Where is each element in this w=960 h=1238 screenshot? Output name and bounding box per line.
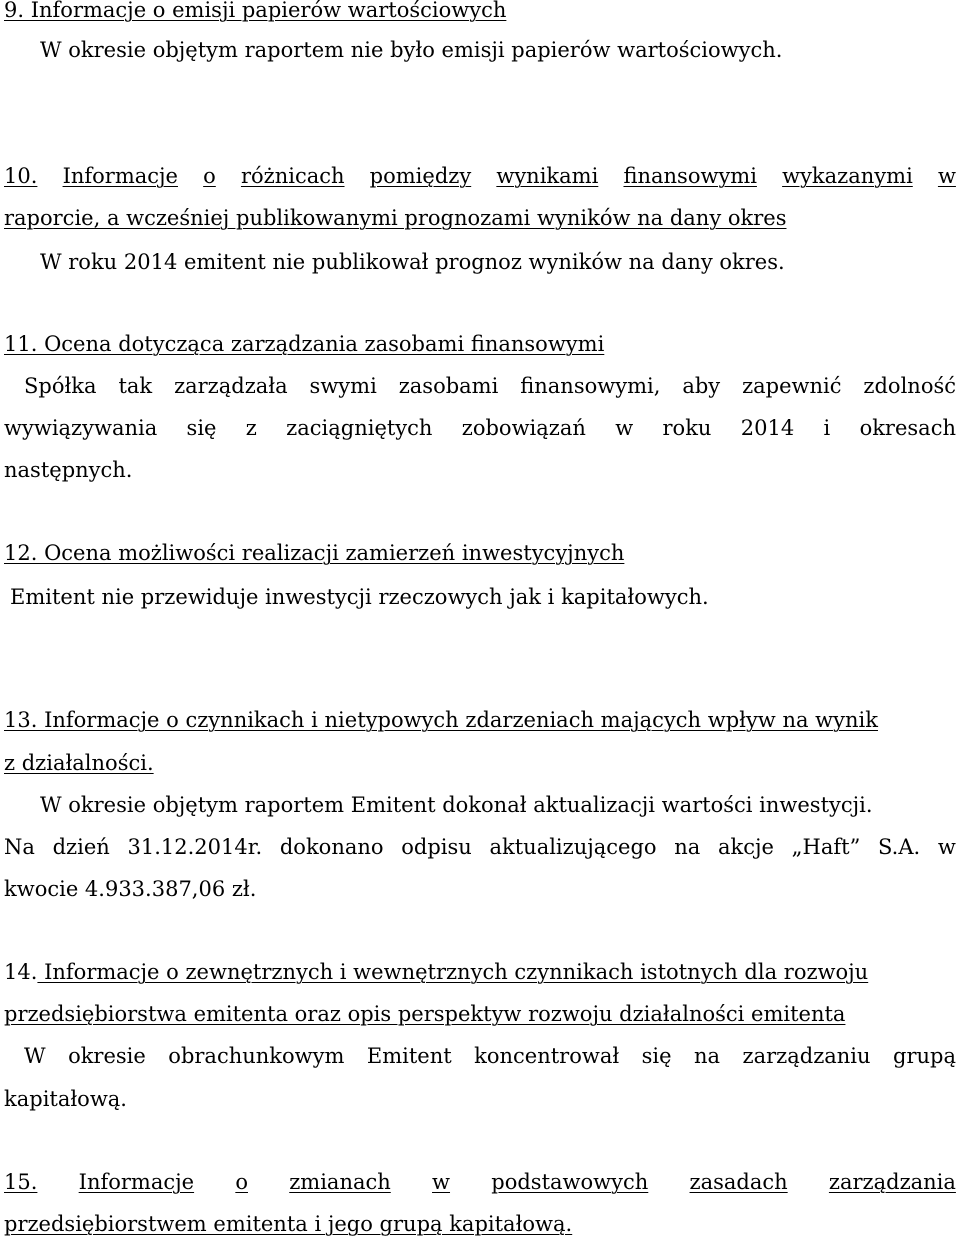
section-11-body-word: aby [682, 374, 721, 398]
section-11-body-word: zdolność [863, 374, 956, 398]
section-11-body-line3: następnych. [4, 458, 133, 482]
section-11-body-word: zasobami [398, 374, 499, 398]
section-13-body-word: dokonano [279, 835, 384, 859]
section-11-body-word: w [615, 416, 634, 440]
section-11-body-word: roku [662, 416, 712, 440]
section-15-heading-word: zasadach [689, 1170, 788, 1194]
section-15-heading-word: 15. [4, 1170, 38, 1194]
section-13-heading-line2: z działalności. [4, 751, 154, 775]
section-14-body-word: grupą [893, 1044, 956, 1068]
section-11-body-word: i [823, 416, 831, 440]
section-14-body-word: się [641, 1044, 672, 1068]
section-13-body-word: w [937, 835, 956, 859]
section-10-heading-word: finansowymi [623, 164, 757, 188]
section-12-heading: 12. Ocena możliwości realizacji zamierzeń inwestycyjnych [4, 541, 625, 565]
section-13-body-word: dzień [52, 835, 110, 859]
section-13-body-word: S.A. [878, 835, 921, 859]
section-14-body-line1 [24, 1042, 956, 1070]
section-10-heading-word: wynikami [496, 164, 599, 188]
section-15-heading-word: o [235, 1170, 248, 1194]
section-11-body-word: finansowymi, [520, 374, 661, 398]
section-10-heading-word: wykazanymi [782, 164, 913, 188]
section-13-body-line1: W okresie objętym raportem Emitent dokonał aktualizacji wartości inwestycji. [40, 793, 873, 817]
section-15-heading-word: podstawowych [491, 1170, 649, 1194]
section-14-body-word: W [24, 1044, 46, 1068]
section-14-heading-line2: przedsiębiorstwa emitenta oraz opis perspektyw rozwoju działalności emitenta [4, 1002, 846, 1026]
section-13-body-word: Na [4, 835, 35, 859]
section-9-heading: 9. Informacje o emisji papierów wartościowych [4, 0, 507, 22]
section-11-body-word: zaciągniętych [286, 416, 433, 440]
section-11-heading: 11. Ocena dotycząca zarządzania zasobami finansowymi [4, 332, 605, 356]
section-14-body-word: Emitent [366, 1044, 452, 1068]
section-14-body-word: na [694, 1044, 721, 1068]
section-10-heading-line2: raporcie, a wcześniej publikowanymi prognozami wyników na dany okres [4, 206, 787, 230]
section-13-heading-line1: 13. Informacje o czynnikach i nietypowych zdarzeniach mających wpływ na wynik [4, 708, 878, 732]
section-15-heading-word: zmianach [289, 1170, 391, 1194]
section-11-body-line2 [4, 414, 956, 442]
section-15-heading-word: Informacje [78, 1170, 195, 1194]
section-12-body: Emitent nie przewiduje inwestycji rzeczowych jak i kapitałowych. [10, 585, 709, 609]
section-13-body-word: aktualizującego [489, 835, 657, 859]
section-13-body-word: akcje [718, 835, 774, 859]
section-13-body-word: „Haft” [791, 835, 861, 859]
section-10-heading-word: różnicach [240, 164, 345, 188]
section-13-body-line2 [4, 833, 956, 861]
section-11-body-word: zapewnić [742, 374, 842, 398]
section-15-heading-line2: przedsiębiorstwem emitenta i jego grupą kapitałową. [4, 1212, 573, 1236]
section-11-body-word: tak [118, 374, 153, 398]
section-14-heading-text: Informacje o zewnętrznych i wewnętrznych czynnikach istotnych dla rozwoju [37, 960, 869, 984]
section-14-body-word: koncentrował [474, 1044, 620, 1068]
section-14-body-word: okresie [68, 1044, 146, 1068]
section-11-body-word: swymi [309, 374, 377, 398]
section-10-heading-word: 10. [4, 164, 38, 188]
section-14-number: 14. [4, 960, 38, 984]
section-10-heading-word: pomiędzy [369, 164, 472, 188]
section-15-heading-line1 [4, 1168, 956, 1196]
section-15-heading-word: w [432, 1170, 451, 1194]
section-11-body-word: zobowiązań [461, 416, 586, 440]
section-11-body-word: zarządzała [174, 374, 288, 398]
section-11-body-word: 2014 [740, 416, 795, 440]
section-9-body: W okresie objętym raportem nie było emisji papierów wartościowych. [40, 38, 783, 62]
section-15-heading-word: zarządzania [828, 1170, 956, 1194]
section-13-body-line3: kwocie 4.933.387,06 zł. [4, 877, 257, 901]
section-13-body-word: odpisu [401, 835, 472, 859]
section-11-body-word: się [186, 416, 217, 440]
section-14-body-word: zarządzaniu [742, 1044, 871, 1068]
section-14-body-word: obrachunkowym [168, 1044, 345, 1068]
section-13-body-word: na [674, 835, 701, 859]
section-10-body: W roku 2014 emitent nie publikował prognoz wyników na dany okres. [40, 250, 785, 274]
section-11-body-word: wywiązywania [4, 416, 158, 440]
section-11-body-word: Spółka [24, 374, 97, 398]
section-14-heading-line1 [4, 958, 868, 986]
section-10-heading-word: w [937, 164, 956, 188]
section-11-body-word: z [245, 416, 257, 440]
section-13-body-word: 31.12.2014r. [127, 835, 263, 859]
section-14-body-line2: kapitałową. [4, 1087, 127, 1111]
section-10-heading-word: Informacje [62, 164, 178, 188]
section-11-body-line1 [24, 372, 956, 400]
section-10-heading-word: o [203, 164, 216, 188]
section-10-heading-line1 [4, 162, 956, 190]
section-11-body-word: okresach [859, 416, 956, 440]
